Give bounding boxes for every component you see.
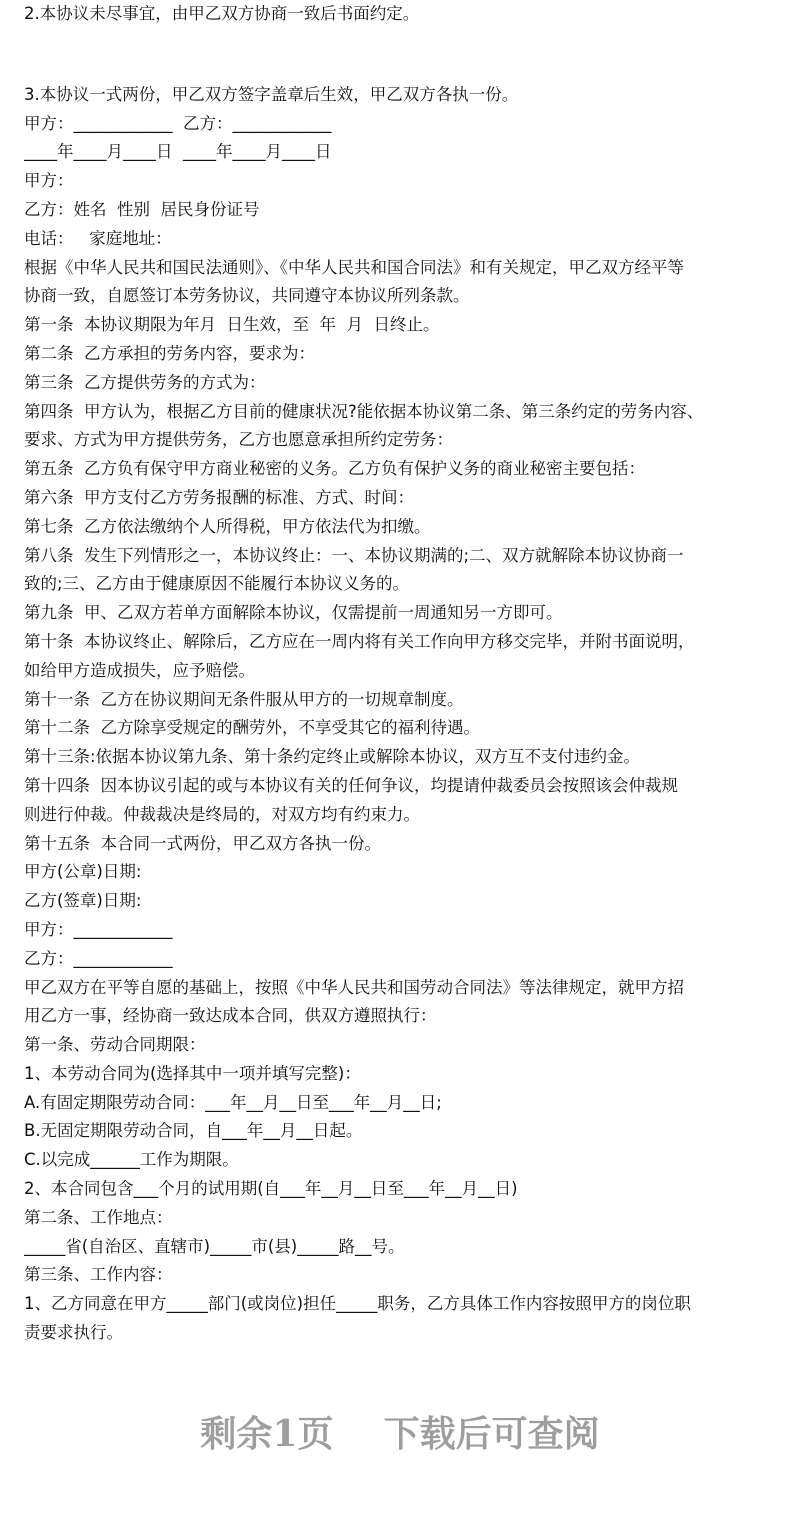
document-line: 1、本劳动合同为(选择其中一项并填写完整)： [24, 1063, 361, 1083]
document-line: 第八条 发生下列情形之一，本协议终止：一、本协议期满的;二、双方就解除本协议协商一 [24, 545, 684, 565]
document-line: 责要求执行。 [24, 1323, 123, 1343]
document-line: 根据《中华人民共和国民法通则》、《中华人民共和国合同法》和有关规定，甲乙双方经平等 [24, 257, 684, 277]
document-line: 第十条 本协议终止、解除后，乙方应在一周内将有关工作向甲方移交完毕，并附书面说明， [24, 631, 695, 651]
document-line: 甲方： [24, 171, 74, 191]
document-section-top [24, 0, 784, 29]
document-line: 第十五条 本合同一式两份，甲乙双方各执一份。 [24, 833, 381, 853]
document-line: 第十四条 因本协议引起的或与本协议有关的任何争议，均提请仲裁委员会按照该会仲裁规 [24, 775, 678, 795]
document-line: 致的;三、乙方由于健康原因不能履行本协议义务的。 [24, 574, 410, 594]
document-line: 甲方：____________ [24, 919, 173, 939]
document-line: 第四条 甲方认为，根据乙方目前的健康状况?能依据本协议第二条、第三条约定的劳务内容、 [24, 401, 704, 421]
paragraph-gap [24, 29, 784, 81]
document-line: B.无固定期限劳动合同，自___年__月__日起。 [24, 1121, 363, 1141]
document-line: 如给甲方造成损失，应予赔偿。 [24, 660, 255, 680]
document-line: A.有固定期限劳动合同：___年__月__日至___年__月__日; [24, 1092, 442, 1112]
document-line: 乙方：姓名 性别 居民身份证号 [24, 199, 260, 219]
document-line: 3.本协议一式两份，甲乙双方签字盖章后生效，甲乙双方各执一份。 [24, 84, 519, 104]
document-line: 第十三条:依据本协议第九条、第十条约定终止或解除本协议，双方互不支付违约金。 [24, 747, 641, 767]
document-line: 乙方(签章)日期: [24, 891, 142, 911]
document-line: 第七条 乙方依法缴纳个人所得税，甲方依法代为扣缴。 [24, 516, 431, 536]
document-line: 要求、方式为甲方提供劳务，乙方也愿意承担所约定劳务： [24, 430, 453, 450]
document-line: ____年____月____日 ____年____月____日 [24, 142, 332, 162]
document-line: 第三条 乙方提供劳务的方式为： [24, 372, 266, 392]
document-body [24, 0, 784, 1348]
document-line: 第六条 甲方支付乙方劳务报酬的标准、方式、时间： [24, 487, 414, 507]
document-line: 电话： 家庭地址： [24, 228, 172, 248]
document-line: 第五条 乙方负有保守甲方商业秘密的义务。乙方负有保护义务的商业秘密主要包括： [24, 459, 645, 479]
document-line: 第一条、劳动合同期限： [24, 1035, 206, 1055]
document-line: _____省(自治区、直辖市)_____市(县)_____路__号。 [24, 1236, 405, 1256]
document-line: 2.本协议未尽事宜，由甲乙双方协商一致后书面约定。 [24, 4, 420, 23]
document-line: C.以完成______工作为期限。 [24, 1150, 239, 1170]
document-line: 第九条 甲、乙双方若单方面解除本协议，仅需提前一周通知另一方即可。 [24, 603, 563, 623]
document-line: 甲方(公章)日期: [24, 862, 142, 882]
document-line: 乙方：____________ [24, 948, 173, 968]
document-line: 甲方：____________ 乙方：____________ [24, 113, 332, 133]
document-line: 甲乙双方在平等自愿的基础上，按照《中华人民共和国劳动合同法》等法律规定，就甲方招 [24, 977, 684, 997]
document-line: 第三条、工作内容： [24, 1265, 173, 1285]
document-line: 协商一致，自愿签订本劳务协议，共同遵守本协议所列条款。 [24, 286, 470, 306]
document-line: 1、乙方同意在甲方_____部门(或岗位)担任_____职务，乙方具体工作内容按照甲方的岗位职 [24, 1294, 691, 1314]
remaining-pages-notice[interactable]: 剩余1页 下载后可查阅 [200, 1413, 600, 1455]
document-line: 第十一条 乙方在协议期间无条件服从甲方的一切规章制度。 [24, 689, 464, 709]
document-line: 第二条 乙方承担的劳务内容，要求为： [24, 343, 315, 363]
document-line: 用乙方一事，经协商一致达成本合同，供双方遵照执行： [24, 1006, 437, 1026]
document-line: 则进行仲裁。仲裁裁决是终局的，对双方均有约束力。 [24, 804, 420, 824]
document-section-main [24, 81, 784, 1348]
document-line: 第十二条 乙方除享受规定的酬劳外，不享受其它的福利待遇。 [24, 718, 480, 738]
document-line: 第二条、工作地点： [24, 1207, 173, 1227]
document-line: 2、本合同包含___个月的试用期(自___年__月__日至___年__月__日) [24, 1179, 518, 1199]
document-line: 第一条 本协议期限为年月 日生效，至 年 月 日终止。 [24, 315, 440, 335]
